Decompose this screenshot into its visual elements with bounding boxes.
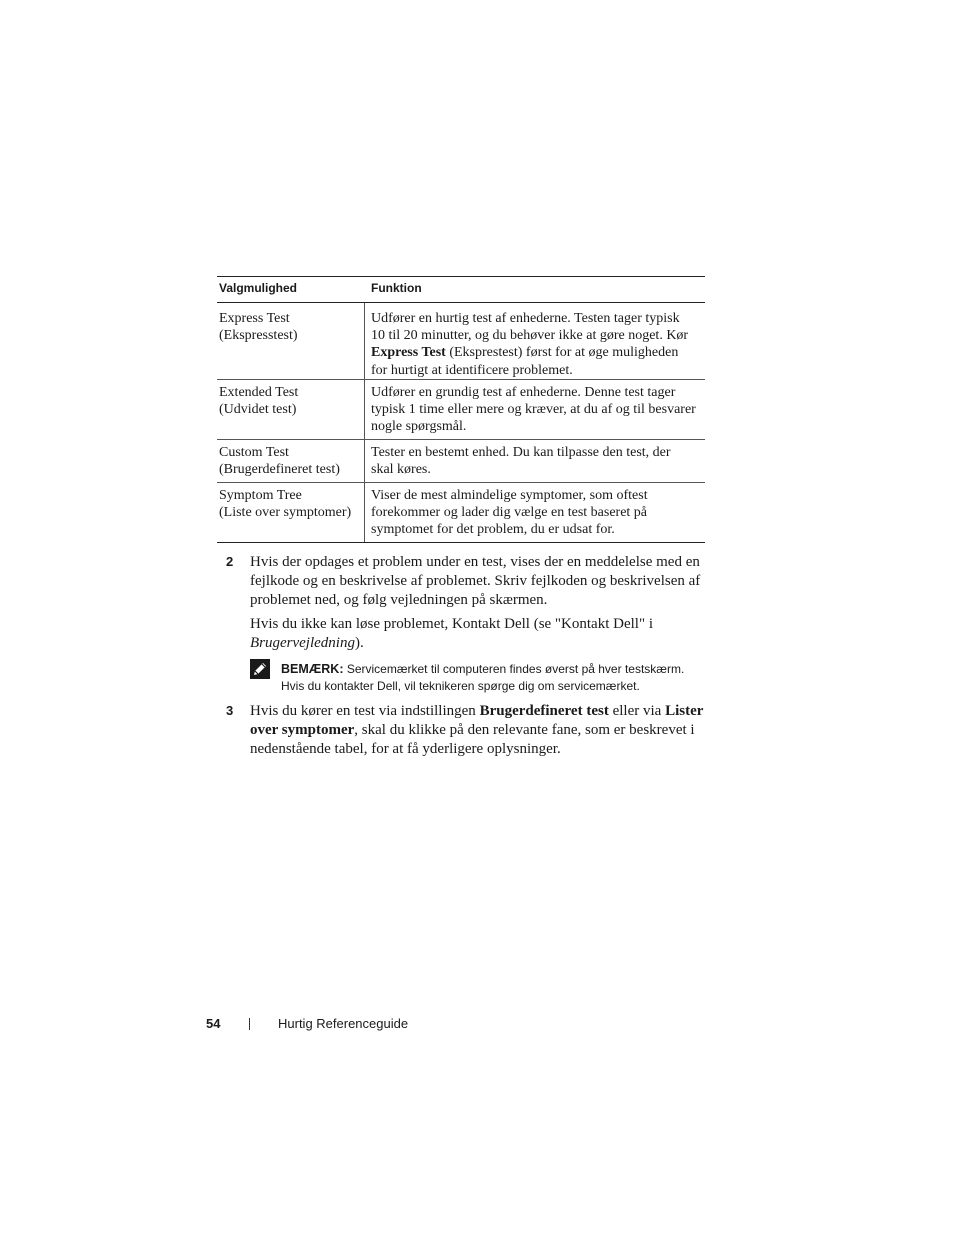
step-line xyxy=(250,721,703,740)
step-text xyxy=(250,553,700,610)
option-cell xyxy=(219,444,367,478)
option-term: Brugerdefineret test xyxy=(479,703,609,719)
option-translation: (Udvidet test) xyxy=(219,402,297,418)
function-bold-term: Express Test xyxy=(371,345,446,361)
followup-line xyxy=(250,634,653,653)
option-translation: (Ekspresstest) xyxy=(219,328,298,344)
option-name: Custom Test xyxy=(219,445,289,460)
table-row xyxy=(217,483,705,543)
followup-end: ). xyxy=(354,635,364,651)
option-term: Lister xyxy=(665,703,704,719)
options-table xyxy=(217,276,705,543)
text-run: eller via xyxy=(608,703,666,719)
text-run: , skal du klikke på den relevante fane, som er beskrevet i xyxy=(354,722,695,738)
function-line: symptomet for det problem, du er udsat for. xyxy=(371,522,615,538)
option-term: over symptomer xyxy=(250,722,355,738)
function-cell xyxy=(371,444,705,478)
function-line: typisk 1 time eller mere og kræver, at du af og til besvarer xyxy=(371,402,696,418)
function-cell xyxy=(371,487,705,539)
page-number: 54 xyxy=(206,1016,221,1031)
footer-divider xyxy=(249,1018,250,1030)
function-cell xyxy=(371,310,705,379)
step-text xyxy=(250,702,703,759)
note-box xyxy=(281,661,684,695)
function-line: for hurtigt at identificere problemet. xyxy=(371,362,573,378)
function-line: Tester en bestemt enhed. Du kan tilpasse den test, der xyxy=(371,445,671,460)
option-name: Extended Test xyxy=(219,385,299,400)
function-line: skal køres. xyxy=(371,462,431,478)
table-header xyxy=(217,276,705,303)
followup-line: Hvis du ikke kan løse problemet, Kontakt Dell (se "Kontakt Dell" i xyxy=(250,616,654,632)
header-function: Funktion xyxy=(371,281,422,295)
option-translation: (Liste over symptomer) xyxy=(219,505,352,521)
note-text: Servicemærket til computeren findes øverst på hver testskærm. xyxy=(343,662,685,676)
function-line: Viser de mest almindelige symptomer, som oftest xyxy=(371,488,648,503)
option-name: Symptom Tree xyxy=(219,488,302,503)
note-label: BEMÆRK: xyxy=(281,662,344,676)
function-line: Udfører en grundig test af enhederne. Denne test tager xyxy=(371,385,676,400)
step-line: problemet ned, og følg vejledningen på skærmen. xyxy=(250,592,548,608)
option-name: Express Test xyxy=(219,311,290,326)
step-number: 2 xyxy=(226,554,234,569)
function-line: 10 til 20 minutter, og du behøver ikke at gøre noget. Kør xyxy=(371,328,689,344)
function-cell xyxy=(371,384,705,436)
step-line xyxy=(250,702,703,721)
function-rest: (Eksprestest) først for at øge muligheden xyxy=(445,345,679,361)
step-line: nedenstående tabel, for at få yderligere oplysninger. xyxy=(250,741,561,757)
table-row xyxy=(217,303,705,380)
step-followup xyxy=(250,615,653,653)
step-line: Hvis der opdages et problem under en test, vises der en meddelelse med en xyxy=(250,554,700,570)
function-line xyxy=(371,344,705,361)
option-cell xyxy=(219,384,367,418)
note-line: Hvis du kontakter Dell, vil teknikeren spørge dig om servicemærket. xyxy=(281,679,640,693)
note-pencil-icon xyxy=(250,659,270,679)
note-line xyxy=(281,661,684,678)
text-run: Hvis du kører en test via indstillingen xyxy=(250,703,480,719)
function-line: nogle spørgsmål. xyxy=(371,419,467,435)
manual-title: Brugervejledning xyxy=(250,635,355,651)
step-number: 3 xyxy=(226,703,234,718)
function-line: Udfører en hurtig test af enhederne. Testen tager typisk xyxy=(371,311,680,326)
option-cell xyxy=(219,310,367,344)
step-line: fejlkode og en beskrivelse af problemet. Skriv fejlkoden og beskrivelsen af xyxy=(250,573,701,589)
option-cell xyxy=(219,487,367,521)
footer-title: Hurtig Referenceguide xyxy=(278,1016,409,1031)
table-row xyxy=(217,380,705,440)
function-line: forekommer og lader dig vælge en test baseret på xyxy=(371,505,648,521)
option-translation: (Brugerdefineret test) xyxy=(219,462,340,478)
header-option: Valgmulighed xyxy=(219,281,298,295)
table-row xyxy=(217,440,705,483)
